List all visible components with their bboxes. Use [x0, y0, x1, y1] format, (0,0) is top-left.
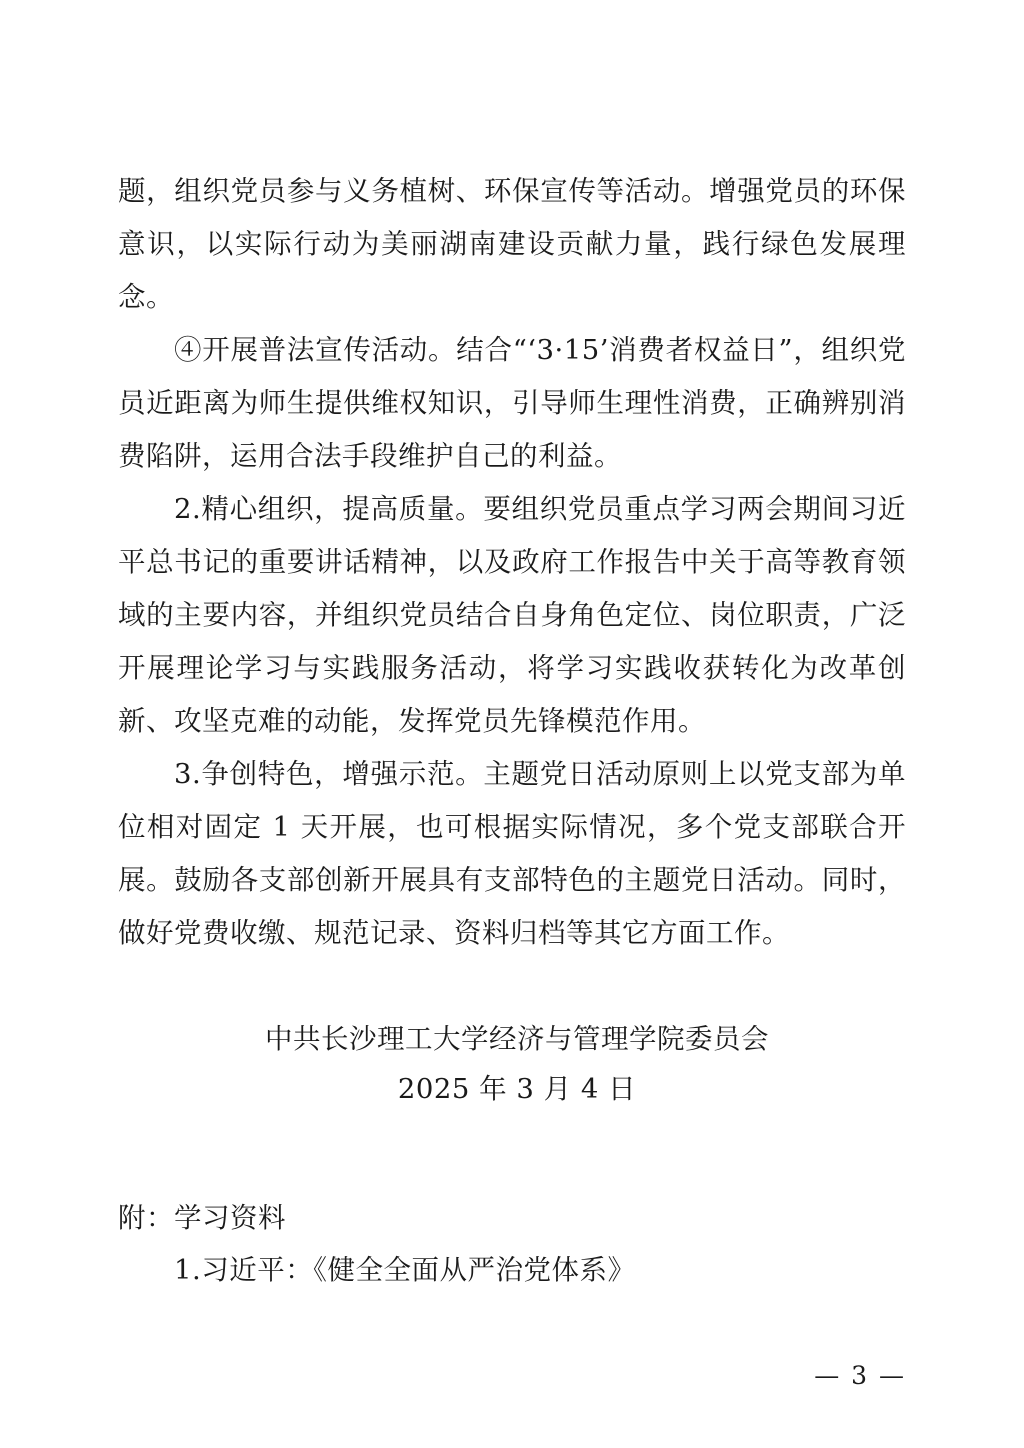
paragraph-law-publicity: ④开展普法宣传活动。结合“‘3·15’消费者权益日”，组织党员近距离为师生提供维权知识，引导师生理性消费，正确辨别消费陷阱，运用合法手段维护自己的利益。: [118, 334, 906, 472]
document-body: [118, 165, 906, 960]
page-number: — 3 —: [814, 1361, 906, 1390]
attachment-item: 1.习近平：《健全全面从严治党体系》: [174, 1254, 636, 1286]
attachment-title: 附：学习资料: [118, 1202, 286, 1234]
paragraph-item-3-demonstration: 3.争创特色，增强示范。主题党日活动原则上以党支部为单位相对固定 1 天开展，也可根据实际情况，多个党支部联合开展。鼓励各支部创新开展具有支部特色的主题党日活动。同时，做好党费收缴、规范记录、资料归档等其它方面工作。: [118, 758, 906, 949]
signature-date: 2025 年 3 月 4 日: [397, 1073, 637, 1105]
paragraph-env-activity-continued: 题，组织党员参与义务植树、环保宣传等活动。增强党员的环保意识，以实际行动为美丽湖南建设贡献力量，践行绿色发展理念。: [118, 175, 906, 313]
attachment-block: [118, 1192, 906, 1296]
signature-organization: 中共长沙理工大学经济与管理学院委员会: [265, 1023, 769, 1055]
paragraph-item-2-quality: 2.精心组织，提高质量。要组织党员重点学习两会期间习近平总书记的重要讲话精神，以及政府工作报告中关于高等教育领域的主要内容，并组织党员结合自身角色定位、岗位职责，广泛开展理论学习与实践服务活动，将学习实践收获转化为改革创新、攻坚克难的动能，发挥党员先锋模范作用。: [118, 493, 906, 737]
signature-block: [118, 1014, 906, 1114]
